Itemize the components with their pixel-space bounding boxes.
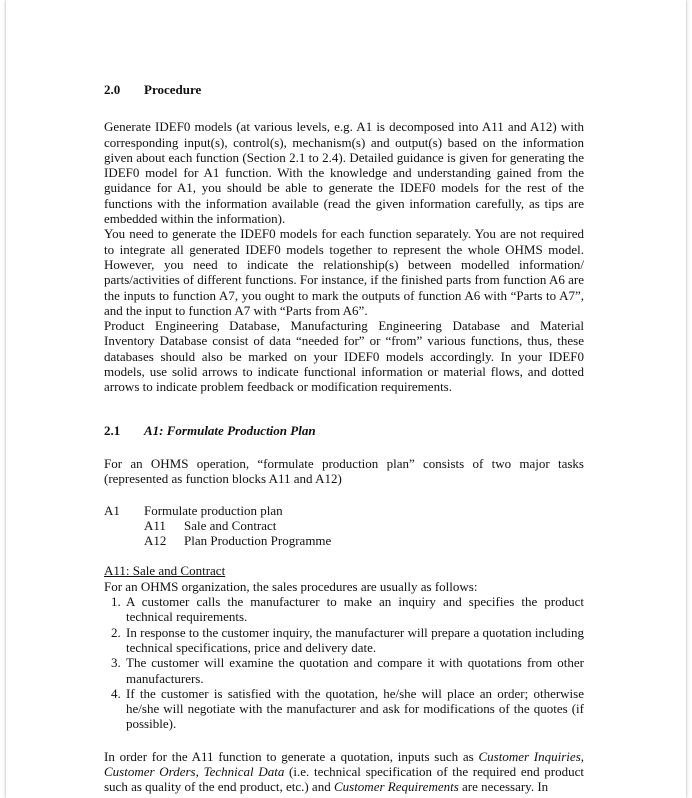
closing-text-1: In order for the A11 function to generate a quotation, inputs such as bbox=[104, 748, 479, 764]
document-page bbox=[6, 0, 686, 798]
list-item: 3. The customer will examine the quotation and compare it with quotations from other manufacturers. bbox=[124, 655, 584, 686]
closing-text-2: , bbox=[580, 748, 585, 764]
procedure-paragraph-1: Generate IDEF0 models (at various levels, e.g. A1 is decomposed into A11 and A12) with corresponding input(s), control(s), mechanism(s) and output(s) based on the information given about each function (Section 2.1 to 2.4). Detailed guidance is given for generating the IDEF0 model for A1 function. With the knowledge and understanding gained from the guidance for A1, you should be able to generate the IDEF0 models for the rest of the functions with the information available (read the given information carefully, as tips are embedded within the information). bbox=[104, 119, 584, 227]
list-item: 4. If the customer is satisfied with the quotation, he/she will place an order; otherwise he/she will negotiate with the manufacturer and ask for modifications of the quotes (if possible). bbox=[124, 686, 584, 732]
outline-label-a12: Plan Production Programme bbox=[184, 533, 332, 549]
section-title: A1: Formulate Production Plan bbox=[144, 422, 316, 438]
outline-label-a11: Sale and Contract bbox=[184, 517, 277, 533]
list-item: 1. A customer calls the manufacturer to make an inquiry and specifies the product technical requirements. bbox=[124, 594, 584, 625]
list-item: 2. In response to the customer inquiry, the manufacturer will prepare a quotation including technical specifications, price and delivery date. bbox=[124, 625, 584, 656]
closing-text-4: are necessary. In bbox=[458, 779, 549, 795]
customer-inquiries-term: Customer Inquiries bbox=[478, 748, 581, 764]
section-number: 2.1 bbox=[104, 422, 121, 438]
outline-row-a11 bbox=[144, 518, 331, 533]
procedure-paragraph-3: Product Engineering Database, Manufacturing Engineering Database and Material Inventory Database consist of data “needed for” or “from” various functions, thus, these databases should also be marked on your IDEF0 models accordingly. In your IDEF0 models, use solid arrows to indicate functional information or material flows, and dotted arrows to indicate problem feedback or modification requirements. bbox=[104, 318, 584, 395]
closing-text-3: (i.e. technical specification of the required end product such as quality of the end product, etc.) and bbox=[104, 763, 585, 795]
procedure-paragraph-2: You need to generate the IDEF0 models for each function separately. You are not required to integrate all generated IDEF0 models together to represent the whole OHMS model. However, you need to indicate the relationship(s) between modelled information/ parts/activities of different functions. For instance, if the finished parts from function A6 are the inputs to function A7, you ought to mark the outputs of function A6 with “Parts to A7”, and the input to function A7 with “Parts from A6”. bbox=[104, 226, 584, 318]
customer-requirements-term: Customer Requirements bbox=[333, 779, 459, 795]
section-heading-2-0 bbox=[104, 82, 584, 97]
section-heading-2-1 bbox=[104, 423, 584, 438]
a1-intro-paragraph: For an OHMS operation, “formulate production plan” consists of two major tasks (represented as function blocks A11 and A12) bbox=[104, 455, 584, 487]
document-content bbox=[104, 82, 584, 795]
outline-code-a12: A12 bbox=[144, 533, 167, 549]
section-number: 2.0 bbox=[104, 82, 121, 97]
a11-intro: For an OHMS organization, the sales procedures are usually as follows: bbox=[104, 578, 478, 594]
outline-code-a1: A1 bbox=[104, 502, 120, 518]
sales-procedure-list bbox=[104, 594, 584, 732]
a11-closing-paragraph bbox=[104, 749, 584, 795]
outline-code-a11: A11 bbox=[144, 517, 166, 533]
outline-row-a12 bbox=[144, 533, 331, 548]
outline-label-a1: Formulate production plan bbox=[144, 502, 283, 518]
customer-orders-term: Customer Orders, Technical Data bbox=[104, 763, 285, 779]
function-outline bbox=[104, 503, 584, 549]
a11-subheading: A11: Sale and Contract bbox=[104, 563, 226, 579]
section-title: Procedure bbox=[144, 82, 202, 97]
